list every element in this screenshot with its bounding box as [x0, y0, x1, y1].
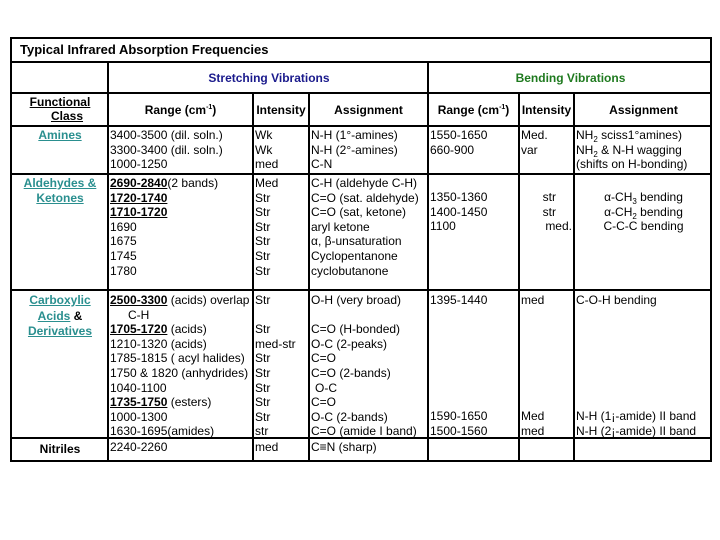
text: & N-H wagging [597, 142, 682, 157]
superscript: -1 [206, 104, 213, 111]
stretch-intensity-header: Intensity [256, 103, 306, 117]
text: α-CH [604, 204, 633, 219]
text: (acids) [167, 322, 207, 337]
divider [308, 92, 310, 462]
amines-stretch-assignment [311, 128, 398, 172]
cell-text: str [542, 190, 556, 204]
cell-text: 1780 [110, 263, 137, 278]
cell-text: O-C (2-peaks) [311, 336, 388, 351]
cell-text: 1590-1650 [430, 409, 488, 423]
bend-assignment-header: Assignment [609, 103, 678, 117]
subscript: 2 [632, 211, 637, 221]
cell-text [311, 308, 417, 323]
cell-text [575, 205, 712, 220]
aldehydes-bend-assignment [575, 190, 712, 234]
divider [12, 289, 712, 291]
nitriles-stretch-range: 2240-2260 [110, 440, 168, 454]
cell-text: 3400-3500 (dil. soln.) [110, 128, 223, 142]
nitriles-stretch-intensity: med [255, 440, 279, 454]
text: 1735-1750 [110, 395, 168, 410]
derivatives-link[interactable]: Derivatives [27, 324, 93, 338]
cell-text: med. [545, 219, 572, 234]
cell-text: Wk [255, 128, 273, 142]
cell-text: N-H (2°-amines) [311, 142, 398, 157]
cell-text: Str [255, 380, 271, 395]
amines-bend-assignment [576, 128, 687, 172]
subscript: 3 [632, 197, 637, 206]
carboxylic-bend-assignment [576, 293, 657, 308]
cell-text: 1550-1650 [430, 128, 488, 142]
cell-text: C=O [311, 395, 337, 410]
cell-text: Str [255, 205, 271, 220]
cell-text: Str [255, 219, 271, 234]
text: (2 bands) [167, 176, 219, 190]
cell-text: med [521, 423, 545, 438]
cell-text: N-H (1¡-amide) II band [576, 409, 697, 423]
cell-text: Str [255, 293, 271, 307]
cell-text: 3300-3400 (dil. soln.) [110, 142, 223, 157]
stretch-assignment-header: Assignment [334, 103, 403, 117]
header-text: Class [50, 109, 84, 123]
text: bending [636, 190, 683, 204]
cell-text: med-str [255, 336, 296, 351]
cell-text [255, 308, 296, 323]
header-text: Functional [29, 95, 91, 109]
cell-text: Med [521, 409, 545, 423]
text: Nitriles [39, 442, 81, 456]
table-title: Typical Infrared Absorption Frequencies [12, 39, 710, 63]
bend-range-header [429, 103, 518, 117]
header-text: Range (cm [437, 103, 500, 117]
cell-text: 1675 [110, 234, 137, 249]
cell-text [110, 395, 249, 410]
cell-text: N-H (1°-amines) [311, 128, 398, 142]
cell-text: Str [255, 190, 271, 205]
subscript: 2 [593, 135, 598, 144]
cell-text: C=O (sat, ketone) [311, 205, 407, 220]
cell-text: 1630-1695(amides) [110, 424, 215, 439]
cell-text: med [521, 293, 545, 307]
aldehydes-link[interactable]: Aldehydes & [23, 176, 97, 190]
text: (acids) overlap [167, 293, 250, 307]
nitriles-stretch-assignment: C≡N (sharp) [311, 440, 377, 454]
carboxylic-bend-intensity-amides [521, 409, 544, 438]
divider [252, 92, 254, 462]
header-text: Range (cm [144, 103, 207, 117]
cell-text: 1350-1360 [430, 190, 488, 204]
bend-intensity-header: Intensity [521, 103, 572, 117]
cell-text: C-N [311, 157, 333, 172]
cell-text: Str [255, 351, 271, 366]
cell-text [110, 176, 218, 191]
nitriles-class [14, 440, 106, 458]
text: NH [576, 128, 594, 142]
cell-text: C=O (H-bonded) [311, 322, 401, 337]
amines-bend-range [430, 128, 487, 157]
cell-text: Str [255, 234, 271, 249]
aldehydes-stretch-intensity [255, 176, 278, 278]
carboxylic-class [14, 293, 106, 339]
cell-text: Med. [521, 128, 548, 142]
cell-text: C=O (amide I band) [311, 424, 417, 439]
cell-text: med [255, 157, 279, 172]
cell-text: Str [255, 263, 271, 278]
cell-text: C-H [128, 307, 150, 322]
header-text: ) [505, 103, 510, 117]
cell-text: C-H (aldehyde C-H) [311, 176, 418, 190]
functional-class-header [14, 95, 106, 123]
cell-text: O-C (2-bands) [311, 409, 388, 424]
cell-text: 1750 & 1820 (anhydrides) [110, 365, 249, 380]
cell-text: 1000-1300 [110, 409, 168, 424]
cell-text: Str [255, 248, 271, 263]
subscript: 2 [593, 149, 598, 159]
aldehydes-bend-range [430, 190, 487, 234]
text: (shifts on H-bonding) [576, 157, 688, 172]
carboxylic-stretch-assignment [311, 293, 417, 439]
cell-text: 1500-1560 [430, 423, 488, 438]
cell-text: 1690 [110, 219, 137, 234]
cell-text: Str [255, 322, 271, 337]
cell-text: 1400-1450 [430, 204, 488, 219]
cell-text: 1000-1250 [110, 157, 168, 172]
cell-text: Wk [255, 142, 273, 157]
cell-text: Str [255, 409, 271, 424]
cell-text: Cyclopentanone [311, 248, 398, 263]
aldehydes-class [14, 176, 106, 206]
amines-stretch-intensity [255, 128, 278, 172]
cell-text: 1040-1100 [110, 380, 167, 395]
cell-text: str [255, 424, 269, 439]
text: & [70, 309, 83, 323]
carboxylic-link[interactable]: Carboxylic [29, 293, 91, 307]
acids-line [14, 308, 106, 324]
cell-text [576, 157, 687, 172]
cell-text: str [542, 204, 556, 219]
cell-text [576, 128, 687, 143]
ir-frequency-table [10, 37, 712, 462]
cell-text: var [521, 142, 538, 157]
header-text: ) [212, 103, 217, 117]
superscript: -1 [499, 104, 506, 111]
carboxylic-bend-assignment-amides [576, 409, 696, 438]
cell-text [110, 191, 218, 206]
cell-text: N-H (2¡-amide) II band [576, 423, 697, 438]
cell-text: α, β-unsaturation [311, 234, 402, 249]
divider [12, 173, 712, 175]
cell-text: aryl ketone [311, 219, 370, 234]
cell-text: C=O [311, 351, 337, 366]
amines-bend-intensity [521, 128, 548, 157]
amines-stretch-range [110, 128, 223, 172]
aldehydes-bend-intensity [520, 190, 572, 234]
divider [427, 61, 429, 462]
text: α-CH [604, 190, 633, 204]
cell-text [110, 205, 218, 220]
divider [107, 61, 109, 462]
divider [12, 92, 712, 94]
stretch-range-header [109, 103, 252, 117]
text: C-C-C bending [603, 219, 684, 234]
cell-text: Str [255, 395, 271, 410]
text: 1710-1720 [110, 205, 168, 220]
text: sciss1°amines) [597, 128, 682, 142]
cell-text: Med [255, 176, 279, 190]
cell-text [110, 293, 249, 308]
cell-text: Str [255, 365, 271, 380]
cell-text: 1210-1320 (acids) [110, 336, 207, 351]
cell-text: C-O-H bending [576, 293, 657, 307]
text: (esters) [167, 395, 212, 410]
cell-text: O-H (very broad) [311, 293, 402, 307]
cell-text: 1395-1440 [430, 293, 488, 307]
divider [12, 125, 712, 127]
divider [573, 92, 575, 462]
cell-text: C=O (2-bands) [311, 365, 391, 380]
amines-link[interactable]: Amines [38, 128, 82, 142]
ketones-link[interactable]: Ketones [36, 191, 84, 205]
carboxylic-stretch-range [110, 293, 249, 439]
divider [518, 92, 520, 462]
carboxylic-stretch-intensity [255, 293, 296, 439]
text: 1705-1720 [110, 322, 168, 337]
cell-text [575, 219, 712, 234]
cell-text [576, 143, 687, 158]
cell-text: 1785-1815 ( acyl halides) [110, 351, 245, 366]
stretching-group-header: Stretching Vibrations [208, 71, 330, 85]
cell-text [110, 322, 249, 337]
cell-text [575, 190, 712, 205]
carboxylic-bend-intensity [521, 293, 544, 308]
cell-text: C=O (sat. aldehyde) [311, 190, 419, 205]
bending-group-header: Bending Vibrations [515, 71, 626, 85]
cell-text: cyclobutanone [311, 263, 389, 278]
aldehydes-stretch-range [110, 176, 218, 278]
text: bending [636, 204, 683, 219]
acids-link[interactable]: Acids [37, 309, 71, 323]
cell-text: 660-900 [430, 142, 475, 157]
aldehydes-stretch-assignment [311, 176, 419, 278]
text: 1720-1740 [110, 190, 168, 205]
amines-class [14, 128, 106, 142]
text: NH [576, 142, 594, 157]
text: 2500-3300 [110, 293, 168, 307]
cell-text: O-C [315, 380, 337, 395]
carboxylic-bend-range [430, 293, 487, 308]
text: 2690-2840 [110, 176, 168, 190]
carboxylic-bend-range-amides [430, 409, 487, 438]
cell-text: 1100 [430, 219, 456, 234]
cell-text: 1745 [110, 248, 137, 263]
